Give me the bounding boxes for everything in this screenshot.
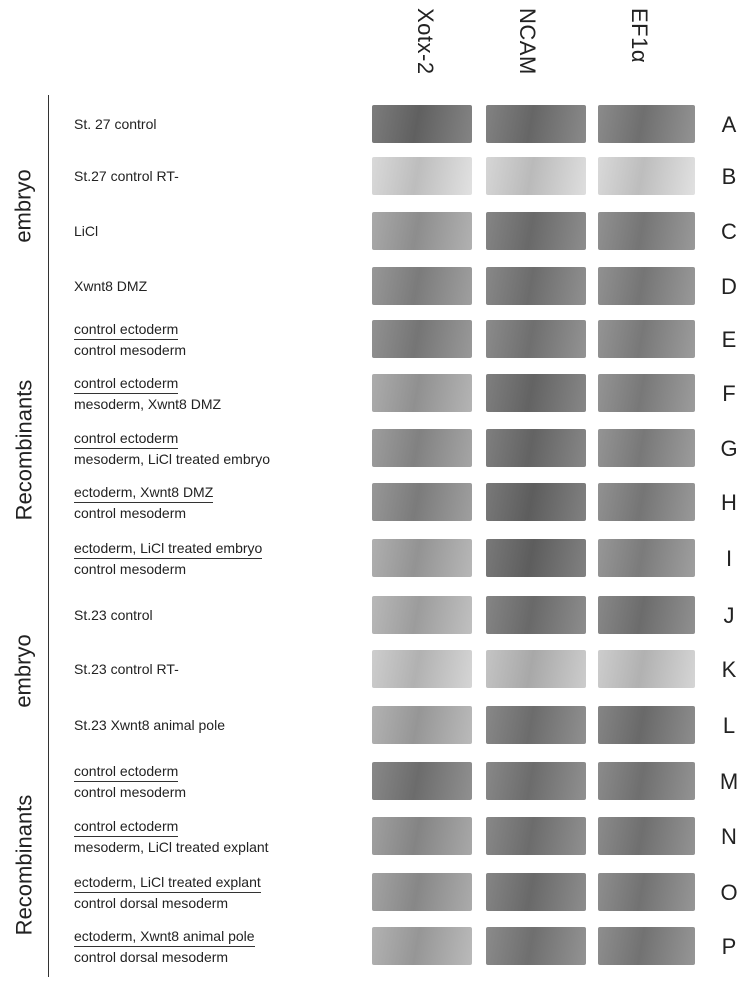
band-p-ef1a [598, 927, 695, 965]
band-a-xotx2 [372, 105, 472, 143]
band-e-xotx2 [372, 320, 472, 358]
row-label-line1: Xwnt8 DMZ [74, 278, 148, 294]
band-i-ef1a [598, 539, 695, 577]
group-label-text: embryo [11, 634, 37, 708]
band-a-ncam [486, 105, 586, 143]
row-label-c [74, 222, 349, 240]
row-label-h [74, 483, 349, 522]
row-label-line1: ectoderm, LiCl treated embryo [74, 539, 262, 559]
band-p-ncam [486, 927, 586, 965]
row-label-e [74, 320, 349, 359]
row-label-line1: control ectoderm [74, 762, 178, 782]
band-o-xotx2 [372, 873, 472, 911]
row-label-line1: control ectoderm [74, 429, 178, 449]
lane-letter-h: H [721, 490, 737, 515]
band-d-ef1a [598, 267, 695, 305]
row-label-line2: control mesoderm [74, 342, 187, 358]
row-label-f [74, 374, 349, 413]
band-e-ncam [486, 320, 586, 358]
row-label-m [74, 762, 349, 801]
band-k-xotx2 [372, 650, 472, 688]
group-label-text: Recombinants [11, 794, 37, 935]
band-g-ef1a [598, 429, 695, 467]
row-label-o [74, 873, 349, 912]
band-a-ef1a [598, 105, 695, 143]
band-o-ef1a [598, 873, 695, 911]
group-label [4, 752, 44, 977]
band-c-ef1a [598, 212, 695, 250]
band-o-ncam [486, 873, 586, 911]
band-c-ncam [486, 212, 586, 250]
band-n-ef1a [598, 817, 695, 855]
band-f-ncam [486, 374, 586, 412]
band-e-ef1a [598, 320, 695, 358]
lane-letter-k: K [721, 657, 737, 682]
row-label-line2: mesoderm, Xwnt8 DMZ [74, 396, 222, 412]
band-k-ef1a [598, 650, 695, 688]
column-header-xotx2: Xotx-2 [413, 8, 438, 75]
row-label-line2: control mesoderm [74, 505, 187, 521]
lane-letter-j: J [723, 603, 735, 628]
band-p-xotx2 [372, 927, 472, 965]
row-label-line1: St.23 control [74, 607, 153, 623]
lane-letter-b: B [721, 164, 737, 189]
row-label-line1: St.23 control RT- [74, 661, 179, 677]
row-label-j [74, 606, 349, 624]
band-l-ncam [486, 706, 586, 744]
group-label-text: Recombinants [11, 379, 37, 520]
band-d-xotx2 [372, 267, 472, 305]
row-label-line1: control ectoderm [74, 817, 178, 837]
band-j-ncam [486, 596, 586, 634]
band-h-ncam [486, 483, 586, 521]
column-header-ef1a: EF1α [627, 8, 652, 64]
row-label-b [74, 167, 349, 185]
band-m-ef1a [598, 762, 695, 800]
lane-letter-i: I [725, 546, 733, 571]
row-label-line1: St.23 Xwnt8 animal pole [74, 717, 225, 733]
row-label-line1: ectoderm, Xwnt8 animal pole [74, 927, 255, 947]
band-f-xotx2 [372, 374, 472, 412]
row-label-line1: St. 27 control [74, 116, 157, 132]
band-m-ncam [486, 762, 586, 800]
row-label-a [74, 115, 349, 133]
lane-letter-c: C [721, 219, 737, 244]
band-n-ncam [486, 817, 586, 855]
group-label-text: embryo [11, 169, 37, 243]
row-label-line2: control mesoderm [74, 784, 187, 800]
lane-letter-p: P [721, 934, 737, 959]
row-label-line2: mesoderm, LiCl treated embryo [74, 451, 271, 467]
lane-letter-n: N [721, 824, 737, 849]
band-b-ef1a [598, 157, 695, 195]
band-i-ncam [486, 539, 586, 577]
band-m-xotx2 [372, 762, 472, 800]
row-label-i [74, 539, 349, 578]
row-label-line1: St.27 control RT- [74, 168, 179, 184]
group-label [4, 95, 44, 317]
row-label-line1: control ectoderm [74, 320, 178, 340]
lane-letter-e: E [721, 327, 737, 352]
band-i-xotx2 [372, 539, 472, 577]
row-label-line1: control ectoderm [74, 374, 178, 394]
lane-letter-g: G [720, 436, 738, 461]
band-j-ef1a [598, 596, 695, 634]
row-label-line2: mesoderm, LiCl treated explant [74, 839, 269, 855]
row-label-line1: ectoderm, LiCl treated explant [74, 873, 261, 893]
group-label [4, 310, 44, 589]
band-h-ef1a [598, 483, 695, 521]
band-h-xotx2 [372, 483, 472, 521]
band-g-xotx2 [372, 429, 472, 467]
band-j-xotx2 [372, 596, 472, 634]
band-f-ef1a [598, 374, 695, 412]
row-label-line2: control mesoderm [74, 561, 187, 577]
lane-letter-l: L [722, 713, 736, 738]
row-label-k [74, 660, 349, 678]
band-l-xotx2 [372, 706, 472, 744]
band-l-ef1a [598, 706, 695, 744]
group-bracket [48, 95, 49, 317]
row-label-p [74, 927, 349, 966]
row-label-line1: ectoderm, Xwnt8 DMZ [74, 483, 213, 503]
lane-letter-f: F [722, 381, 736, 406]
lane-letter-d: D [721, 274, 737, 299]
band-b-ncam [486, 157, 586, 195]
band-b-xotx2 [372, 157, 472, 195]
band-d-ncam [486, 267, 586, 305]
row-label-line1: LiCl [74, 223, 99, 239]
row-label-line2: control dorsal mesoderm [74, 949, 229, 965]
row-label-d [74, 277, 349, 295]
band-n-xotx2 [372, 817, 472, 855]
group-bracket [48, 586, 49, 756]
group-bracket [48, 310, 49, 589]
band-g-ncam [486, 429, 586, 467]
band-k-ncam [486, 650, 586, 688]
row-label-line2: control dorsal mesoderm [74, 895, 229, 911]
group-label [4, 586, 44, 756]
column-header-ncam: NCAM [515, 8, 540, 75]
row-label-l [74, 716, 349, 734]
lane-letter-o: O [720, 880, 738, 905]
group-bracket [48, 752, 49, 977]
lane-letter-a: A [721, 112, 737, 137]
band-c-xotx2 [372, 212, 472, 250]
lane-letter-m: M [719, 769, 739, 794]
row-label-n [74, 817, 349, 856]
row-label-g [74, 429, 349, 468]
